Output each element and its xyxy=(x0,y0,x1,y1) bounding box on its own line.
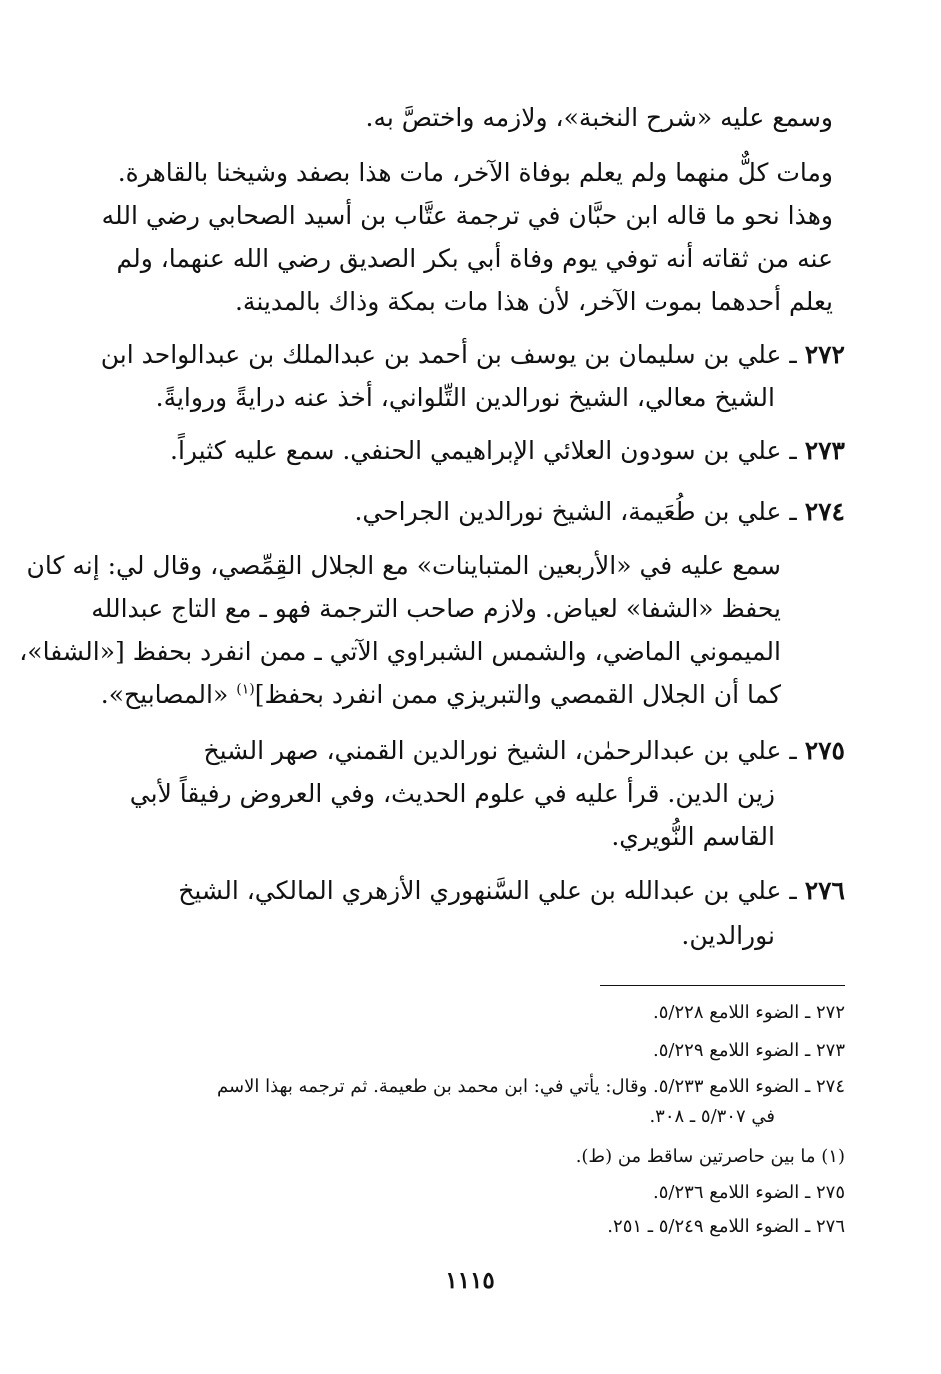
body-line: عنه من ثقاته أنه توفي يوم وفاة أبي بكر الصديق رضي الله عنهما، ولم xyxy=(116,244,833,273)
entry-text: ـ علي بن عبدالرحمٰن، الشيخ نورالدين القمني، صهر الشيخ xyxy=(203,736,797,765)
entry-272-line xyxy=(101,338,845,372)
entry-number: ٢٧٥ xyxy=(804,736,845,765)
entry-275-line xyxy=(204,734,846,768)
entry-276-line: نورالدين. xyxy=(681,921,775,950)
entry-text: ـ علي بن عبدالله بن علي السَّنهوري الأزهري المالكي، الشيخ xyxy=(178,876,797,905)
body-text: كما أن الجلال القمصي والتبريزي ممن انفرد بحفظ] xyxy=(254,680,781,709)
body-line: يعلم أحدهما بموت الآخر، لأن هذا مات بمكة وذاك بالمدينة. xyxy=(234,287,833,316)
footnote: ٢٧٣ ـ الضوء اللامع ٥/٢٢٩. xyxy=(653,1040,845,1061)
entry-275-line: القاسم النُّويري. xyxy=(611,822,775,851)
footnote: ٢٧٤ ـ الضوء اللامع ٥/٢٣٣. وقال: يأتي في: ابن محمد بن طعيمة. ثم ترجمه بهذا الاسم xyxy=(217,1076,845,1097)
body-line: وسمع عليه «شرح النخبة»، ولازمه واختصَّ به. xyxy=(365,103,833,132)
footnote: في ٥/٣٠٧ ـ ٣٠٨. xyxy=(649,1106,775,1127)
body-line: ومات كلٌّ منهما ولم يعلم بوفاة الآخر، مات هذا بصفد وشيخنا بالقاهرة. xyxy=(117,158,833,187)
footnote: ٢٧٦ ـ الضوء اللامع ٥/٢٤٩ ـ ٢٥١. xyxy=(607,1216,845,1237)
entry-275-line: زين الدين. قرأ عليه في علوم الحديث، وفي العروض رفيقاً لأبي xyxy=(129,779,775,808)
page-number: ١١١٥ xyxy=(445,1267,495,1294)
entry-274-line xyxy=(354,495,845,529)
entry-text: ـ علي بن طُعَيمة، الشيخ نورالدين الجراحي. xyxy=(354,497,797,526)
body-line xyxy=(101,678,781,712)
entry-number: ٢٧٢ xyxy=(804,340,845,369)
entry-number: ٢٧٣ xyxy=(804,436,845,465)
entry-273-line xyxy=(170,434,845,468)
entry-text: ـ علي بن سليمان بن يوسف بن أحمد بن عبدالملك بن عبدالواحد ابن xyxy=(100,340,797,369)
entry-text: ـ علي بن سودون العلائي الإبراهيمي الحنفي. سمع عليه كثيراً. xyxy=(170,436,797,465)
entry-number: ٢٧٤ xyxy=(804,497,845,526)
footnote: ٢٧٢ ـ الضوء اللامع ٥/٢٢٨. xyxy=(653,1002,845,1023)
body-line: وهذا نحو ما قاله ابن حبَّان في ترجمة عتَّاب بن أسيد الصحابي رضي الله xyxy=(101,201,833,230)
entry-276-line xyxy=(178,874,845,908)
footnote-marker: (١) xyxy=(236,681,255,698)
body-text: «المصابيح». xyxy=(100,680,237,709)
footnote-separator xyxy=(600,985,845,986)
body-line: يحفظ «الشفا» لعياض. ولازم صاحب الترجمة فهو ـ مع التاج عبدالله xyxy=(91,594,781,623)
footnote: ٢٧٥ ـ الضوء اللامع ٥/٢٣٦. xyxy=(653,1182,845,1203)
body-line: سمع عليه في «الأربعين المتباينات» مع الجلال القِمِّصي، وقال لي: إنه كان xyxy=(26,551,781,580)
footnote: (١) ما بين حاصرتين ساقط من (ط). xyxy=(575,1146,845,1167)
entry-number: ٢٧٦ xyxy=(804,876,845,905)
body-line: الميموني الماضي، والشمس الشبراوي الآتي ـ ممن انفرد بحفظ [«الشفا»، xyxy=(19,637,781,666)
entry-272-line: الشيخ معالي، الشيخ نورالدين التِّلواني، أخذ عنه درايةً وروايةً. xyxy=(155,383,775,412)
